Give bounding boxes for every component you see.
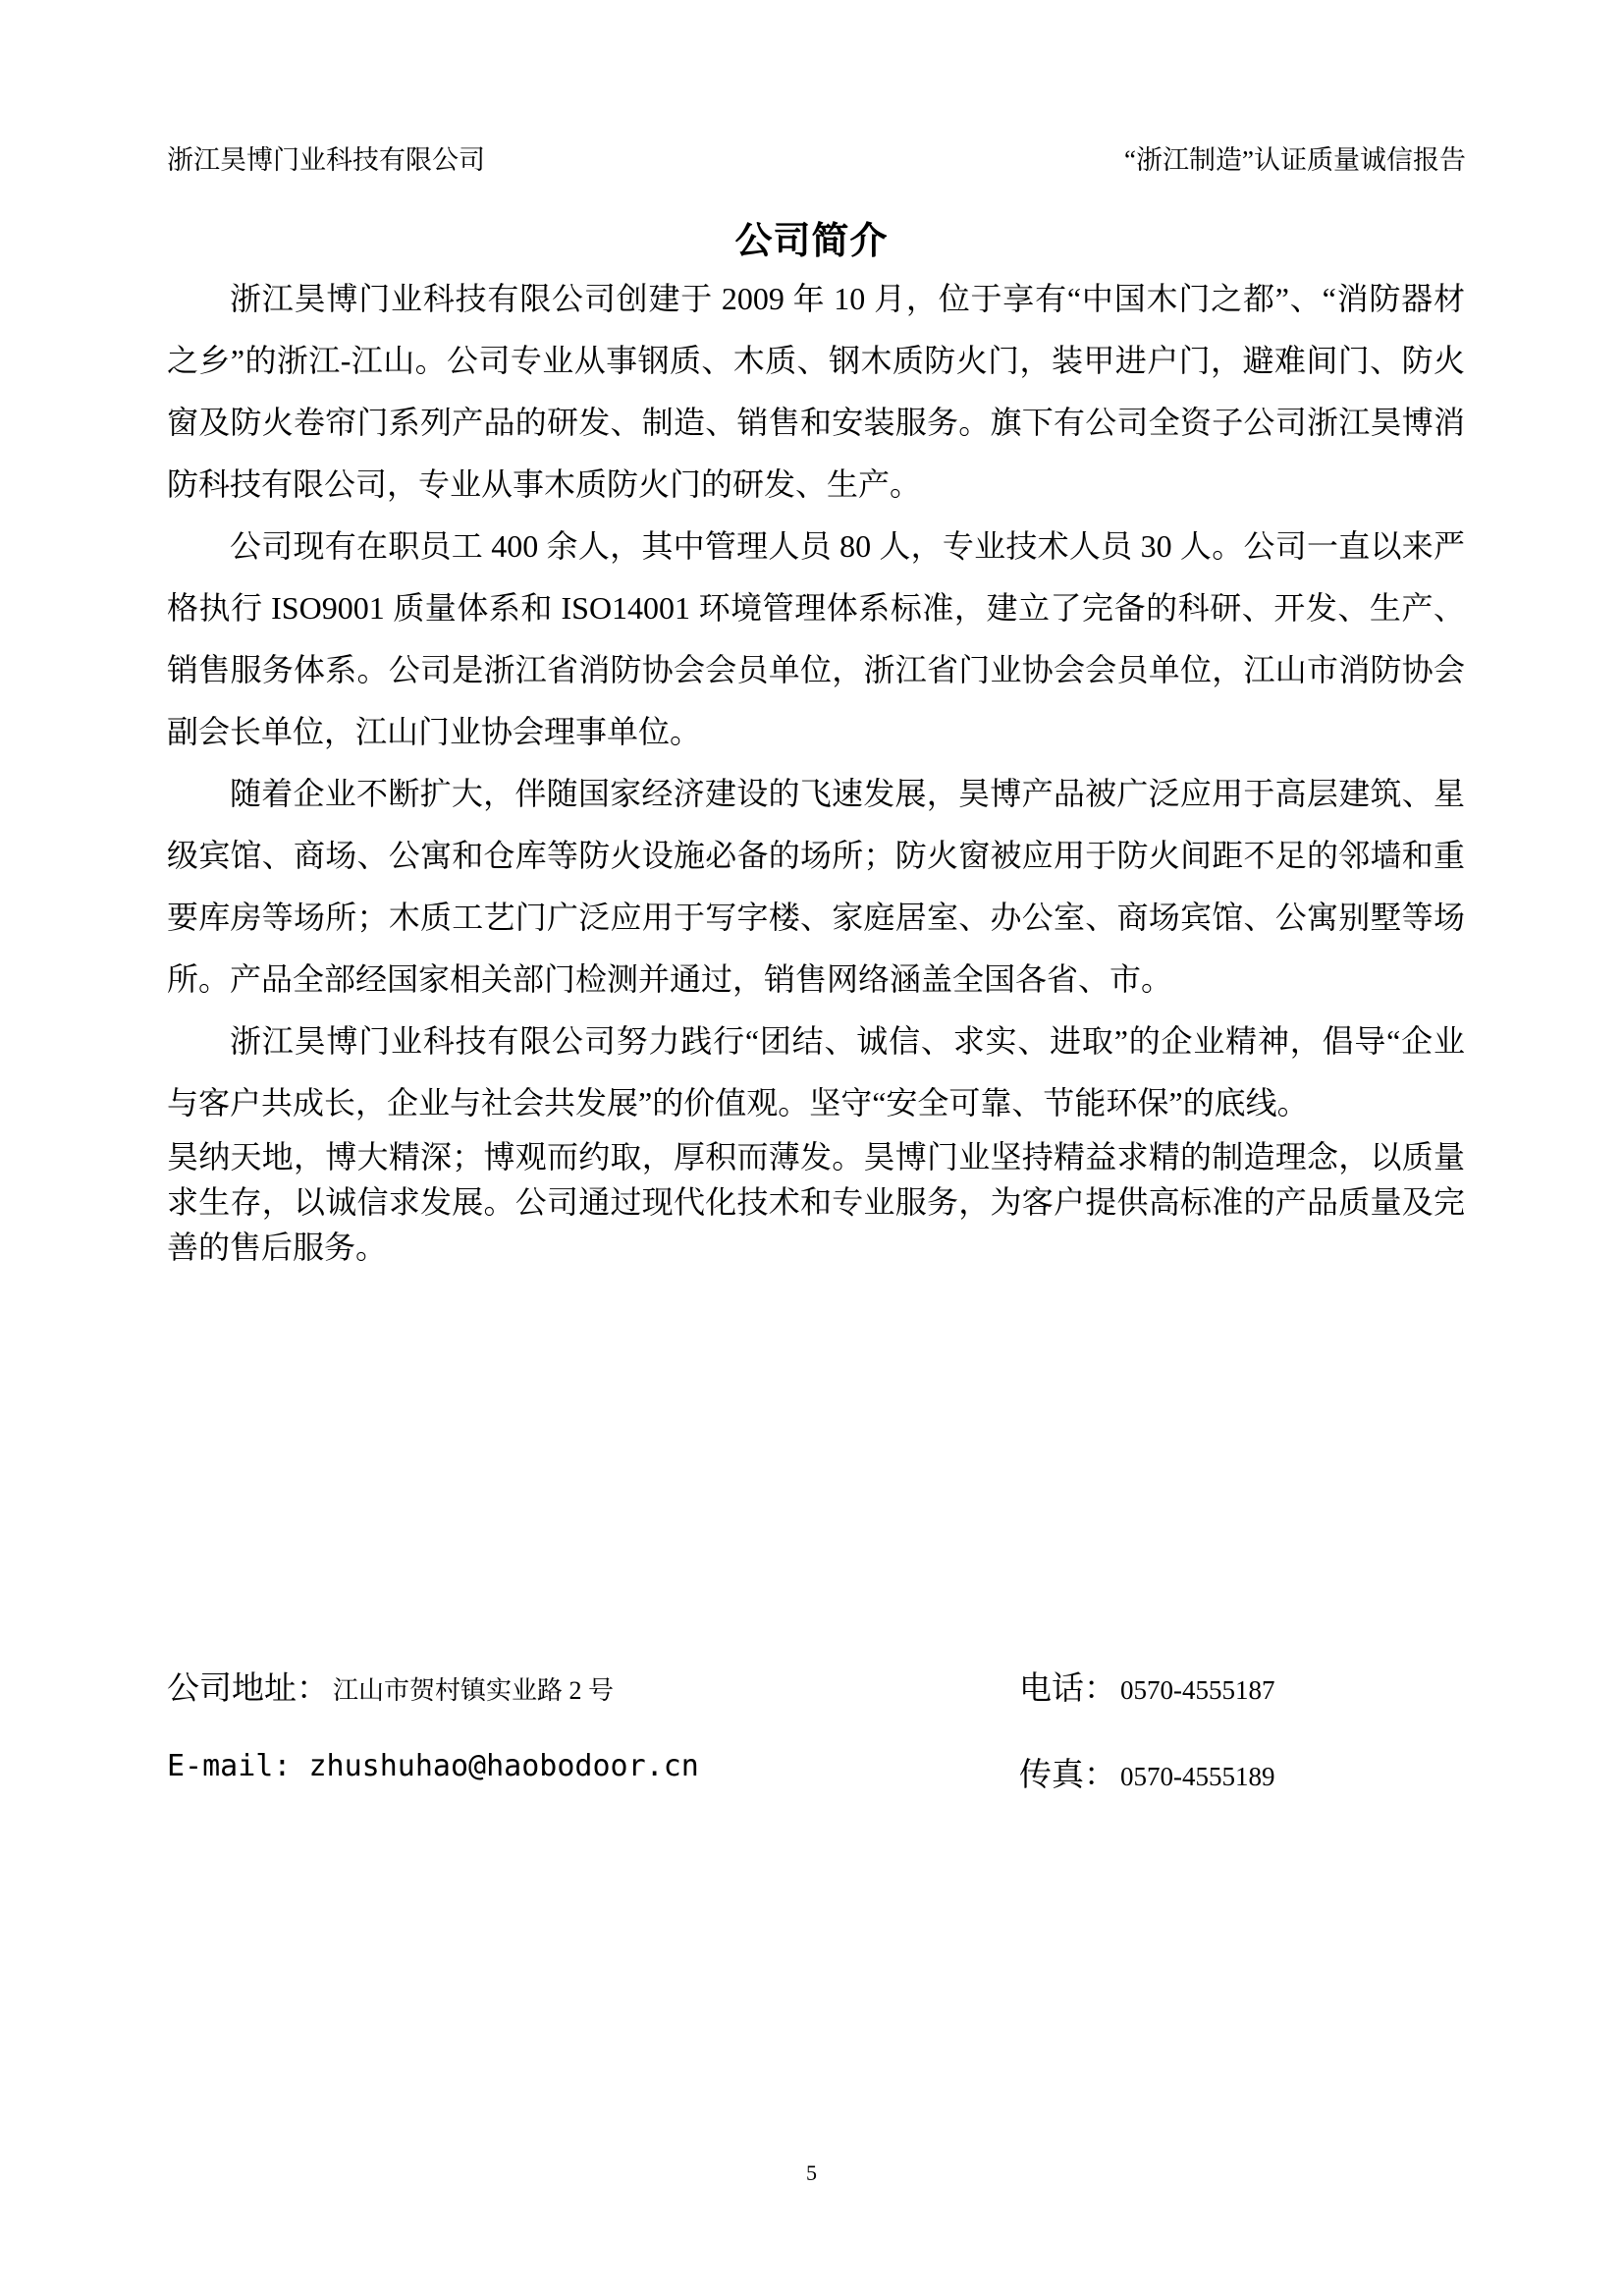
address-value: 江山市贺村镇实业路 2 号 bbox=[333, 1676, 615, 1705]
header-report-title: “浙江制造”认证质量诚信报告 bbox=[1124, 145, 1466, 175]
address-label: 公司地址： bbox=[167, 1671, 329, 1707]
email-value: zhushuhao@haobodoor.cn bbox=[308, 1749, 699, 1783]
page-title: 公司简介 bbox=[734, 221, 889, 262]
page-number: 5 bbox=[806, 2160, 817, 2185]
email-group bbox=[167, 1749, 699, 1783]
paragraph-staff-certifications: 公司现有在职员工 400 余人，其中管理人员 80 人，专业技术人员 30 人。公司一直以来严格执行 ISO9001 质量体系和 ISO14001 环境管理体系标准，建立了完备的科研、开发、生产、销售服务体系。公司是浙江省消防协会会员单位，浙江省门业协会会员单位，江山市消防协会副会长单位，江山门业协会理事单位。 bbox=[167, 528, 1465, 749]
page-header bbox=[167, 143, 1466, 177]
paragraph-product-applications: 随着企业不断扩大，伴随国家经济建设的飞速发展，昊博产品被广泛应用于高层建筑、星级宾馆、商场、公寓和仓库等防火设施必备的场所；防火窗被应用于防火间距不足的邻墙和重要库房等场所；木质工艺门广泛应用于写字楼、家庭居室、办公室、商场宾馆、公寓别墅等场所。产品全部经国家相关部门检测并通过，销售网络涵盖全国各省、市。 bbox=[167, 776, 1465, 997]
fax-group bbox=[1019, 1749, 1275, 1795]
fax-label: 传真： bbox=[1019, 1758, 1116, 1793]
address-group bbox=[167, 1663, 614, 1709]
header-company-name: 浙江昊博门业科技有限公司 bbox=[167, 145, 485, 175]
paragraph-company-motto: 昊纳天地，博大精深；博观而约取，厚积而薄发。昊博门业坚持精益求精的制造理念，以质量求生存，以诚信求发展。公司通过现代化技术和专业服务，为客户提供高标准的产品质量及完善的售后服务。 bbox=[167, 1139, 1465, 1265]
paragraph-company-values: 浙江昊博门业科技有限公司努力践行“团结、诚信、求实、进取”的企业精神，倡导“企业与客户共成长，企业与社会共发展”的价值观。坚守“安全可靠、节能环保”的底线。 bbox=[167, 1023, 1465, 1121]
phone-group bbox=[1019, 1663, 1275, 1709]
phone-value: 0570-4555187 bbox=[1120, 1675, 1275, 1705]
fax-value: 0570-4555189 bbox=[1120, 1762, 1275, 1791]
contact-section bbox=[167, 1663, 1466, 1820]
email-label: E-mail: bbox=[167, 1749, 309, 1783]
body-text bbox=[167, 268, 1465, 1270]
phone-label: 电话： bbox=[1019, 1671, 1116, 1707]
paragraph-company-founding: 浙江昊博门业科技有限公司创建于 2009 年 10 月，位于享有“中国木门之都”、“消防器材之乡”的浙江-江山。公司专业从事钢质、木质、钢木质防火门，装甲进户门，避难间门、防火窗及防火卷帘门系列产品的研发、制造、销售和安装服务。旗下有公司全资子公司浙江昊博消防科技有限公司，专业从事木质防火门的研发、生产。 bbox=[167, 281, 1465, 502]
